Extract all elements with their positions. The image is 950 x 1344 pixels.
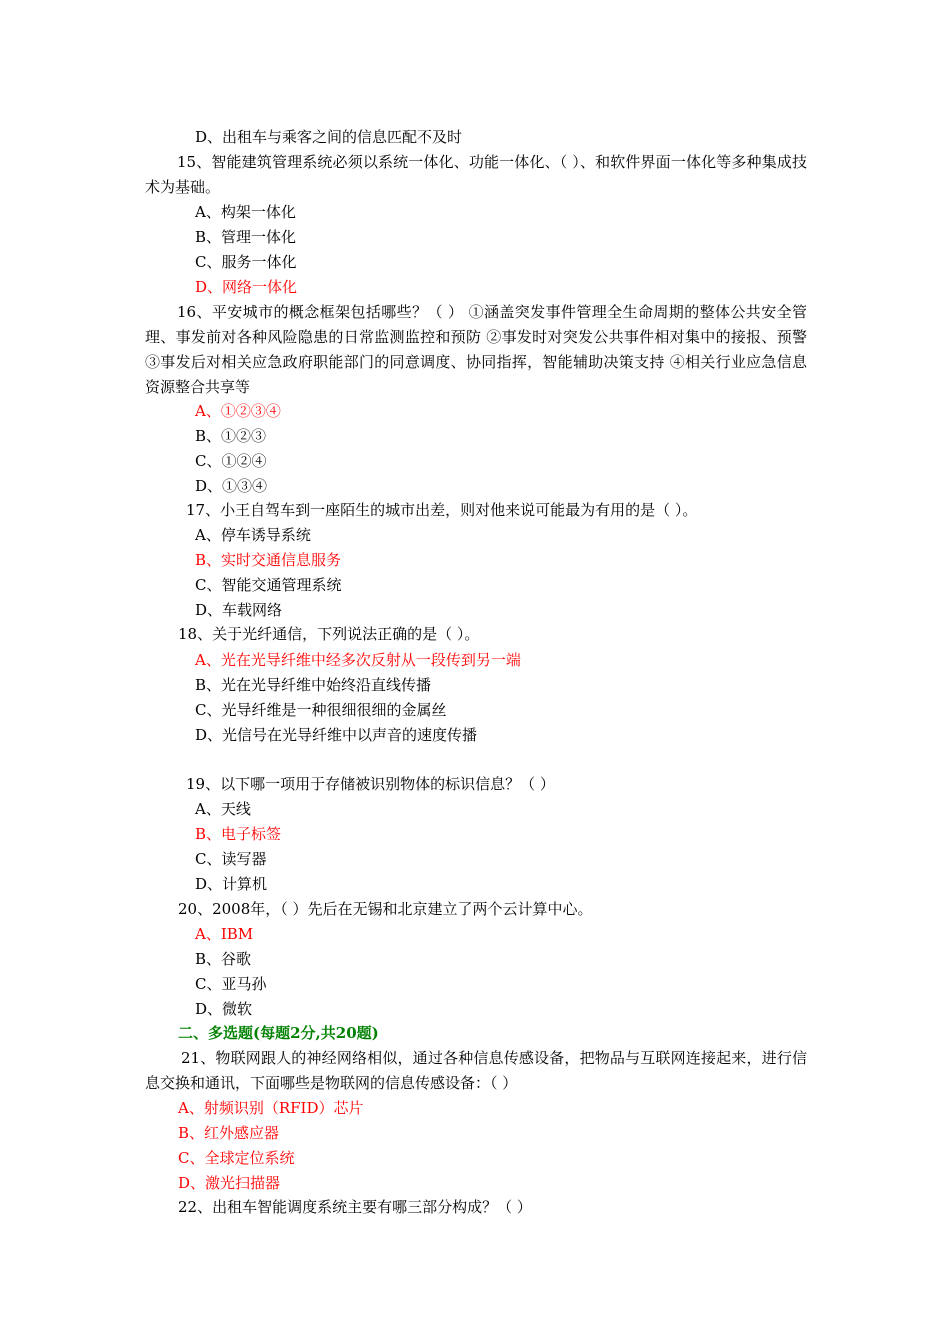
q17-option-a: A、停车诱导系统 <box>195 526 311 544</box>
q15-option-d-correct: D、网络一体化 <box>195 278 298 296</box>
q16-stem: 16、平安城市的概念框架包括哪些？（ ） ①涵盖突发事件管理全生命周期的整体公共安全管理、事发前对各种风险隐患的日常监测监控和预防 ②事发时对突发公共事件相对集中的接报、预警 ③事发后对相关应急政府职能部门的同意调度、协同指挥，智能辅助决策支持 ④相关行业应急信息资源整合共享等 <box>145 303 807 396</box>
q15-option-a: A、构架一体化 <box>195 203 296 221</box>
q19-stem: 19、以下哪一项用于存储被识别物体的标识信息？（ ） <box>186 775 555 793</box>
q19-option-c: C、读写器 <box>195 850 267 868</box>
q20-stem: 20、2008年，（ ）先后在无锡和北京建立了两个云计算中心。 <box>178 900 593 918</box>
q20-option-c: C、亚马孙 <box>195 975 267 993</box>
q21-stem: 21、物联网跟人的神经网络相似，通过各种信息传感设备，把物品与互联网连接起来，进行信息交换和通讯，下面哪些是物联网的信息传感设备：（ ） <box>145 1049 807 1092</box>
q16-option-a-correct: A、①②③④ <box>195 402 281 420</box>
q15-stem: 15、智能建筑管理系统必须以系统一体化、功能一体化、（ ）、和软件界面一体化等多种集成技术为基础。 <box>145 153 807 196</box>
q21-option-b-correct: B、红外感应器 <box>178 1124 280 1142</box>
q16-option-c: C、①②④ <box>195 452 267 470</box>
q19-option-b-correct: B、电子标签 <box>195 825 282 843</box>
q17-option-b-correct: B、实时交通信息服务 <box>195 551 342 569</box>
q17-stem: 17、小王自驾车到一座陌生的城市出差，则对他来说可能最为有用的是（ ）。 <box>186 501 698 519</box>
q17-option-c: C、智能交通管理系统 <box>195 576 342 594</box>
q20-option-b: B、谷歌 <box>195 950 252 968</box>
q18-option-b: B、光在光导纤维中始终沿直线传播 <box>195 676 432 694</box>
q14-option-d: D、出租车与乘客之间的信息匹配不及时 <box>195 128 463 146</box>
q21-option-c-correct: C、全球定位系统 <box>178 1149 295 1167</box>
q20-option-a-correct: A、IBM <box>195 925 254 943</box>
q17-option-d: D、车载网络 <box>195 601 283 619</box>
q19-option-a: A、天线 <box>195 800 251 818</box>
q21-option-a-correct: A、射频识别（RFID）芯片 <box>178 1099 364 1117</box>
q16-option-b: B、①②③ <box>195 427 267 445</box>
q18-option-d: D、光信号在光导纤维中以声音的速度传播 <box>195 726 478 744</box>
q15-option-b: B、管理一体化 <box>195 228 297 246</box>
section-2-heading: 二、多选题(每题2分,共20题) <box>178 1024 379 1042</box>
q22-stem: 22、出租车智能调度系统主要有哪三部分构成？（ ） <box>178 1198 532 1216</box>
q18-option-a-correct: A、光在光导纤维中经多次反射从一段传到另一端 <box>195 651 521 669</box>
q15-option-c: C、服务一体化 <box>195 253 297 271</box>
q18-stem: 18、关于光纤通信，下列说法正确的是（ ）。 <box>178 625 480 643</box>
q20-option-d: D、微软 <box>195 1000 253 1018</box>
q21-option-d-correct: D、激光扫描器 <box>178 1174 281 1192</box>
q19-option-d: D、计算机 <box>195 875 268 893</box>
q18-option-c: C、光导纤维是一种很细很细的金属丝 <box>195 701 447 719</box>
q16-option-d: D、①③④ <box>195 477 268 495</box>
